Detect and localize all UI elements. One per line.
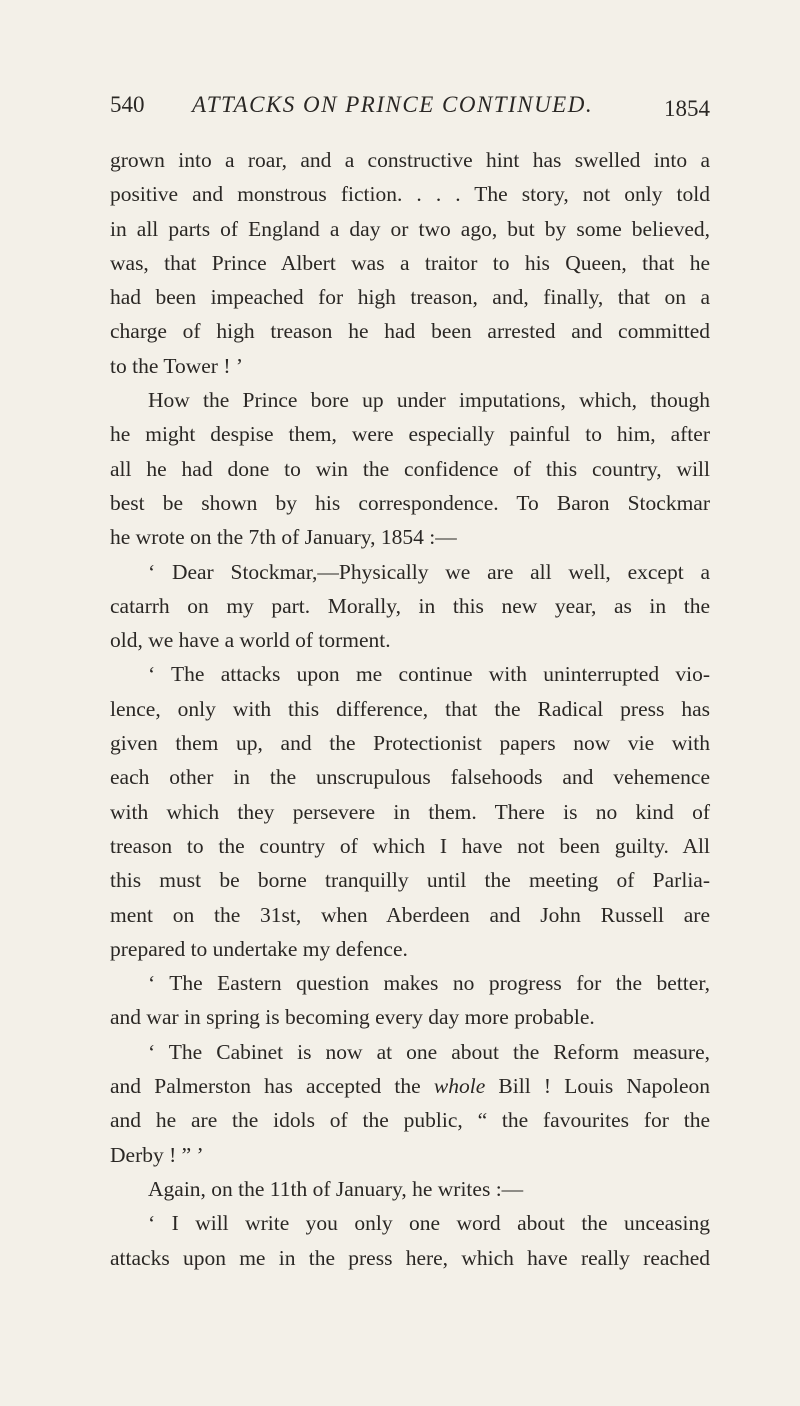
text-line: ‘ Dear Stockmar,—Physically we are all well, except a: [148, 559, 710, 584]
text-line: Derby ! ” ’: [110, 1142, 204, 1167]
text-line: and he are the idols of the public, “ the favourites for the: [110, 1108, 710, 1133]
text-line: ment on the 31st, when Aberdeen and John Russell are: [110, 902, 710, 927]
text-line: ‘ The Cabinet is now at one about the Reform measure,: [148, 1039, 710, 1064]
running-title: ATTACKS ON PRINCE CONTINUED.: [192, 92, 594, 117]
emphasis: whole: [433, 1074, 486, 1099]
text-line: and war in spring is becoming every day more probable.: [110, 1005, 595, 1030]
text-line: best be shown by his correspondence. To Baron Stockmar: [110, 490, 710, 515]
page-header: [110, 92, 710, 132]
text-line: with which they persevere in them. There is no kind of: [110, 799, 710, 824]
page-number: 540: [110, 92, 145, 117]
text-line: each other in the unscrupulous falsehoods and vehemence: [110, 765, 710, 790]
text-line: old, we have a world of torment.: [110, 628, 391, 653]
text-line: lence, only with this difference, that the Radical press has: [110, 696, 710, 721]
text-line: catarrh on my part. Morally, in this new year, as in the: [110, 593, 710, 618]
body-text: [110, 143, 710, 1275]
text-line: was, that Prince Albert was a traitor to his Queen, that he: [110, 250, 710, 275]
text-line: and Palmerston has accepted the whole Bill ! Louis Napoleon: [110, 1074, 710, 1099]
text-line: he wrote on the 7th of January, 1854 :—: [110, 525, 457, 550]
text-line: prepared to undertake my defence.: [110, 936, 408, 961]
text-line: Again, on the 11th of January, he writes :—: [148, 1176, 524, 1201]
text-line: attacks upon me in the press here, which have really reached: [110, 1245, 710, 1270]
text-line: in all parts of England a day or two ago, but by some believed,: [110, 216, 710, 241]
text-line: How the Prince bore up under imputations, which, though: [148, 388, 710, 413]
text-line: given them up, and the Protectionist papers now vie with: [110, 731, 710, 756]
text-line: ‘ The Eastern question makes no progress for the better,: [148, 971, 710, 996]
text-line: ‘ The attacks upon me continue with uninterrupted vio-: [148, 662, 710, 687]
text-line: ‘ I will write you only one word about the unceasing: [148, 1211, 710, 1236]
header-year: 1854: [664, 96, 710, 121]
text-line: grown into a roar, and a constructive hint has swelled into a: [110, 148, 710, 172]
text-line: positive and monstrous fiction. . . . The story, not only told: [110, 182, 710, 207]
text-line: he might despise them, were especially painful to him, after: [110, 422, 710, 447]
text-line: this must be borne tranquilly until the meeting of Parlia-: [110, 868, 710, 893]
text-line: charge of high treason he had been arrested and committed: [110, 319, 710, 344]
text-line: treason to the country of which I have not been guilty. All: [110, 833, 710, 858]
text-line: all he had done to win the confidence of this country, will: [110, 456, 710, 481]
text-line: had been impeached for high treason, and, finally, that on a: [110, 285, 710, 310]
text-line: to the Tower ! ’: [110, 353, 244, 378]
